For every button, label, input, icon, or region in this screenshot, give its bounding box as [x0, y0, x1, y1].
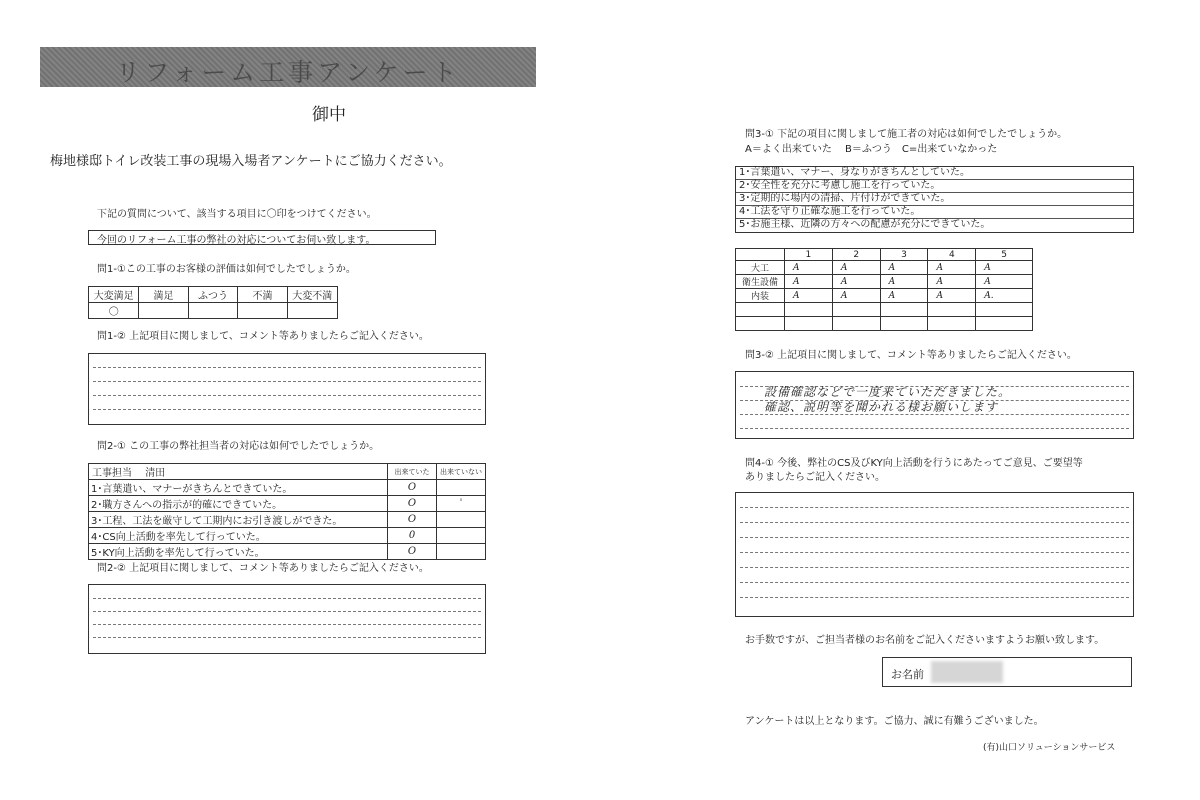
staff-header — [89, 464, 388, 480]
staff-item-1-done[interactable]: O — [388, 480, 437, 496]
rating-option-1[interactable]: 大変満足 — [89, 287, 139, 303]
staff-item-2-not[interactable]: ˈ — [437, 496, 486, 512]
q3-2-label: 問3-② 上記項目に関しまして、コメント等ありましたらご記入ください。 — [745, 350, 1077, 361]
grid-header-2: 2 — [832, 249, 880, 261]
rating-mark-5 — [287, 303, 337, 319]
rating-mark-2 — [139, 303, 188, 319]
grid-empty-label — [736, 303, 785, 317]
grid-empty-cell[interactable] — [832, 303, 880, 317]
q4-1-label-2: ありましたらご記入ください。 — [745, 472, 885, 483]
grid-corner — [736, 249, 785, 261]
grid-empty-cell[interactable] — [785, 303, 833, 317]
grid-cell[interactable]: A — [928, 275, 976, 289]
grid-cell[interactable]: A — [976, 275, 1033, 289]
rating-mark-3 — [188, 303, 238, 319]
rating-option-5[interactable]: 大変不満 — [287, 287, 337, 303]
staff-item-5-not[interactable] — [437, 544, 486, 560]
company-name: (有)山口ソリューションサービス — [983, 743, 1116, 753]
name-label: お名前 — [891, 668, 924, 681]
grid-empty-label — [736, 317, 785, 331]
grid-cell[interactable]: A — [832, 261, 880, 275]
rating-option-4[interactable]: 不満 — [238, 287, 287, 303]
q1-2-comment-box[interactable] — [88, 353, 486, 425]
grid-header-5: 5 — [976, 249, 1033, 261]
name-request-text: お手数ですが、ご担当者様のお名前をご記入くださいますようお願い致します。 — [745, 635, 1105, 646]
handwritten-comment-line-1: 設備確認などで一度来ていただきました。 — [764, 385, 1012, 399]
grid-cell[interactable]: A — [785, 289, 833, 303]
redacted-name — [931, 661, 1003, 683]
grid-row-label-3: 内装 — [736, 289, 785, 303]
q2-1-label: 問2-① この工事の弊社担当者の対応は如何でしたでしょうか。 — [97, 441, 380, 452]
grid-header-4: 4 — [928, 249, 976, 261]
staff-item-4-done[interactable]: 0 — [388, 528, 437, 544]
q3-1-scale: A＝よく出来ていた B＝ふつう C=出来ていなかった — [745, 144, 998, 155]
q3-item-5: 5･お施主様、近隣の方々への配慮が充分にできていた。 — [739, 219, 991, 230]
col-done-header: 出来ていた — [388, 464, 437, 480]
staff-item-3-not[interactable] — [437, 512, 486, 528]
q3-item-3: 3･定期的に場内の清掃、片付けができていた。 — [736, 193, 1133, 206]
grid-cell[interactable]: A — [880, 289, 928, 303]
staff-item-4-not[interactable] — [437, 528, 486, 544]
salutation: 御中 — [312, 105, 346, 125]
grid-header-1: 1 — [785, 249, 833, 261]
grid-row-label-2: 衛生設備 — [736, 275, 785, 289]
staff-item-5: 5･KY向上活動を率先して行っていた。 — [89, 544, 388, 560]
grid-cell[interactable]: A — [880, 261, 928, 275]
staff-name: 清田 — [145, 468, 166, 479]
staff-item-5-done[interactable]: O — [388, 544, 437, 560]
staff-item-1-not[interactable] — [437, 480, 486, 496]
rating-option-3[interactable]: ふつう — [188, 287, 238, 303]
staff-item-2-done[interactable]: O — [388, 496, 437, 512]
staff-item-3-done[interactable]: O — [388, 512, 437, 528]
grid-cell[interactable]: A — [832, 289, 880, 303]
q3-2-comment-box[interactable] — [735, 371, 1134, 439]
staff-item-4: 4･CS向上活動を率先して行っていた。 — [89, 528, 388, 544]
section-banner-text: 今回のリフォーム工事の弊社の対応についてお伺い致します。 — [97, 235, 376, 246]
grid-cell[interactable]: A — [832, 275, 880, 289]
grid-empty-cell[interactable] — [976, 303, 1033, 317]
q4-1-label-1: 問4-① 今後、弊社のCS及びKY向上活動を行うにあたってご意見、ご要望等 — [745, 458, 1083, 469]
q1-2-label: 問1-② 上記項目に関しまして、コメント等ありましたらご記入ください。 — [97, 331, 429, 342]
staff-item-3: 3･工程、工法を厳守して工期内にお引き渡しができた。 — [89, 512, 388, 528]
thanks-text: アンケートは以上となります。ご協力、誠に有難うございました。 — [745, 716, 1044, 727]
survey-title: リフォーム工事アンケート — [115, 58, 461, 87]
rating-mark-1: 〇 — [89, 303, 139, 319]
handwritten-comment-line-2: 確認、説明等を聞かれる様お願いします — [764, 400, 999, 414]
intro-text: 梅地様邸トイレ改装工事の現場入場者アンケートにご協力ください。 — [50, 154, 452, 169]
grid-empty-cell[interactable] — [928, 317, 976, 331]
section-banner — [88, 230, 436, 245]
q4-1-comment-box[interactable] — [735, 492, 1134, 617]
q2-1-staff-table — [88, 463, 486, 560]
q3-item-4: 4･工法を守り正確な施工を行っていた。 — [736, 206, 1133, 219]
grid-cell[interactable]: A — [928, 289, 976, 303]
instruction-text: 下記の質問について、該当する項目に〇印をつけてください。 — [97, 209, 377, 220]
q3-1-item-list — [735, 166, 1134, 233]
name-field[interactable] — [882, 657, 1132, 687]
q3-1-label: 問3-① 下記の項目に関しまして施工者の対応は如何でしたでしょうか。 — [745, 129, 1068, 140]
q1-1-label: 問1-①この工事のお客様の評価は如何でしたでしょうか。 — [97, 264, 356, 275]
grid-header-3: 3 — [880, 249, 928, 261]
staff-header-label: 工事担当 — [92, 468, 132, 479]
grid-empty-cell[interactable] — [785, 317, 833, 331]
grid-cell[interactable]: A — [928, 261, 976, 275]
col-not-header: 出来ていない — [437, 464, 486, 480]
q2-2-label: 問2-② 上記項目に関しまして、コメント等ありましたらご記入ください。 — [97, 563, 429, 574]
grid-empty-cell[interactable] — [880, 303, 928, 317]
grid-cell[interactable]: A — [976, 261, 1033, 275]
q3-1-rating-grid — [735, 248, 1033, 331]
grid-empty-cell[interactable] — [880, 317, 928, 331]
staff-item-1: 1･言葉遣い、マナーがきちんとできていた。 — [89, 480, 388, 496]
q2-2-comment-box[interactable] — [88, 584, 486, 654]
staff-item-2: 2･職方さんへの指示が的確にできていた。 — [89, 496, 388, 512]
q1-1-rating-table — [88, 286, 338, 319]
grid-cell[interactable]: A. — [976, 289, 1033, 303]
grid-empty-cell[interactable] — [976, 317, 1033, 331]
grid-cell[interactable]: A — [785, 261, 833, 275]
grid-row-label-1: 大工 — [736, 261, 785, 275]
q3-item-2: 2･安全性を充分に考慮し施工を行っていた。 — [736, 180, 1133, 193]
grid-empty-cell[interactable] — [928, 303, 976, 317]
rating-mark-4 — [238, 303, 287, 319]
grid-cell[interactable]: A — [880, 275, 928, 289]
grid-cell[interactable]: A — [785, 275, 833, 289]
q3-item-1: 1･言葉遣い、マナー、身なりがきちんとしていた。 — [736, 167, 1133, 180]
grid-empty-cell[interactable] — [832, 317, 880, 331]
rating-option-2[interactable]: 満足 — [139, 287, 188, 303]
survey-title-bar — [40, 47, 536, 87]
